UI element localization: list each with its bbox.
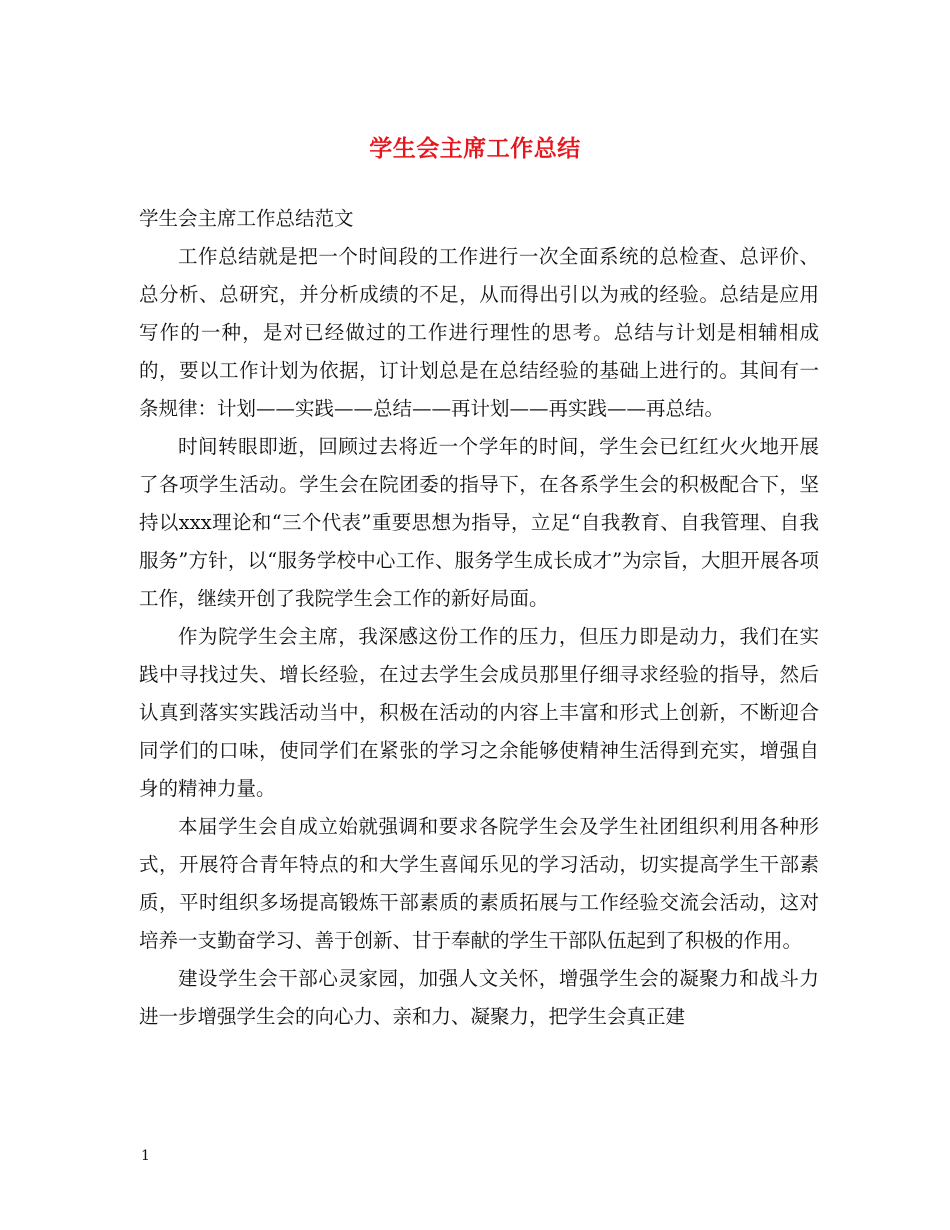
page-number: 1	[141, 1148, 150, 1164]
paragraph-1: 工作总结就是把一个时间段的工作进行一次全面系统的总检查、总评价、总分析、总研究，并分析成绩的不足，从而得出引以为戒的经验。总结是应用写作的一种，是对已经做过的工作进行理性的思考。总结与计划是相辅相成的，要以工作计划为依据，订计划总是在总结经验的基础上进行的。其间有一条规律：计划——实践——总结——再计划——再实践——再总结。	[139, 245, 819, 420]
document-body	[139, 200, 819, 1036]
document-title: 学生会主席工作总结	[369, 135, 581, 162]
document-subtitle: 学生会主席工作总结范文	[139, 207, 354, 230]
paragraph-4: 本届学生会自成立始就强调和要求各院学生会及学生社团组织利用各种形式，开展符合青年特点的和大学生喜闻乐见的学习活动，切实提高学生干部素质，平时组织多场提高锻炼干部素质的素质拓展与工作经验交流会活动，这对培养一支勤奋学习、善于创新、甘于奉献的学生干部队伍起到了积极的作用。	[139, 815, 819, 952]
paragraph-5: 建设学生会干部心灵家园，加强人文关怀，增强学生会的凝聚力和战斗力进一步增强学生会的向心力、亲和力、凝聚力，把学生会真正建	[139, 967, 819, 1028]
paragraph-3: 作为院学生会主席，我深感这份工作的压力，但压力即是动力，我们在实践中寻找过失、增长经验，在过去学生会成员那里仔细寻求经验的指导，然后认真到落实实践活动当中，积极在活动的内容上丰富和形式上创新，不断迎合同学们的口味，使同学们在紧张的学习之余能够使精神生活得到充实，增强自身的精神力量。	[139, 625, 819, 800]
paragraph-2: 时间转眼即逝，回顾过去将近一个学年的时间，学生会已红红火火地开展了各项学生活动。学生会在院团委的指导下，在各系学生会的积极配合下，坚持以xxx理论和“三个代表”重要思想为指导，立足“自我教育、自我管理、自我服务”方针，以“服务学校中心工作、服务学生成长成才”为宗旨，大胆开展各项工作，继续开创了我院学生会工作的新好局面。	[139, 435, 819, 610]
